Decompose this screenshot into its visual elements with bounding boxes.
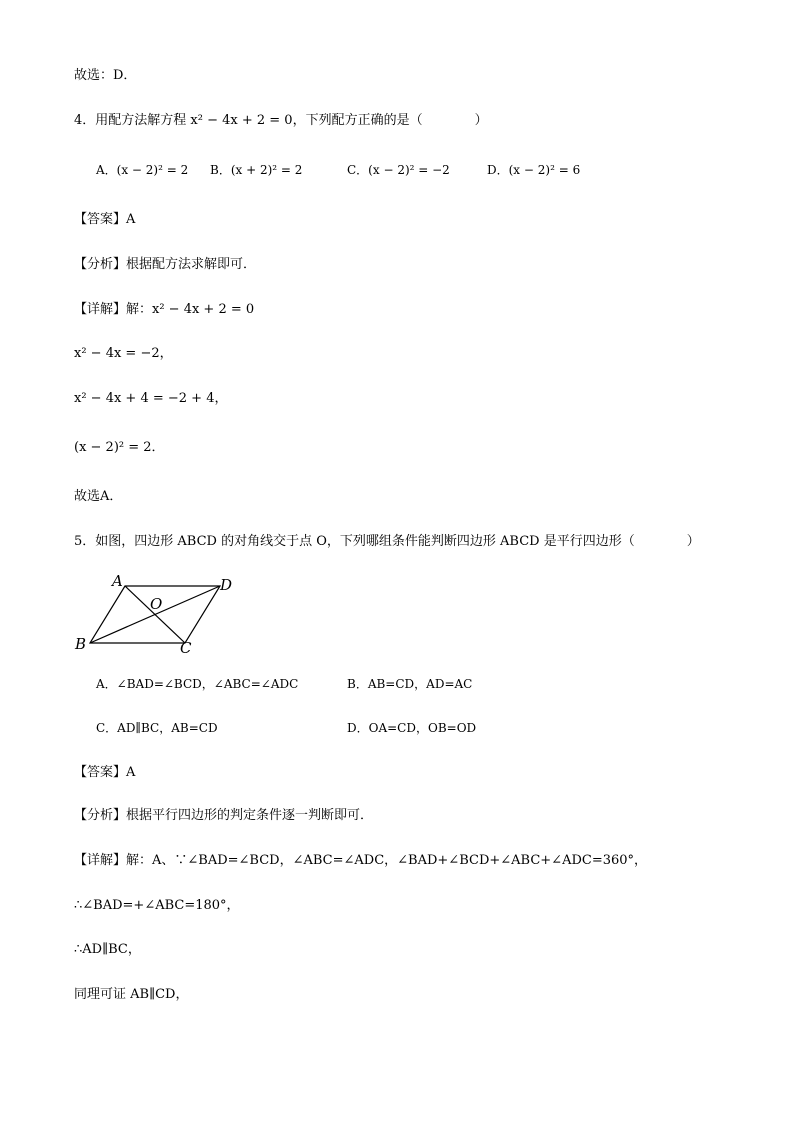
q4-option-b[interactable]: B．(x + 2)² = 2 [210, 163, 303, 177]
center-label-o: O [150, 595, 163, 613]
q5-option-b[interactable]: B．AB=CD，AD=AC [347, 677, 473, 691]
q5-option-c[interactable]: C．AD∥BC，AB=CD [96, 721, 218, 735]
q4-answer: 【答案】A [74, 212, 136, 227]
q4-step-3: (x − 2)² = 2． [74, 440, 165, 455]
vertex-label-b: B [75, 635, 87, 653]
q5-answer: 【答案】A [74, 765, 136, 780]
vertex-label-a: A [112, 572, 123, 590]
q4-conclusion: 故选A． [74, 489, 123, 504]
q4-step-2: x² − 4x + 4 = −2 + 4， [74, 391, 228, 406]
previous-answer-line: 故选：D． [74, 68, 137, 83]
q5-step-2: ∴AD∥BC， [74, 942, 141, 957]
q4-step-1: x² − 4x = −2， [74, 346, 173, 361]
vertex-label-c: C [180, 639, 192, 657]
q5-step-1: ∴∠BAD=+∠ABC=180°， [74, 898, 240, 913]
q5-option-d[interactable]: D．OA=CD，OB=OD [347, 721, 477, 735]
q4-option-a[interactable]: A．(x − 2)² = 2 [96, 163, 189, 177]
q4-option-c[interactable]: C．(x − 2)² = −2 [347, 163, 450, 177]
q4-detail-intro: 【详解】解：x² − 4x + 2 = 0 [74, 302, 255, 317]
q4-stem: 4．用配方法解方程 x² − 4x + 2 = 0，下列配方正确的是（ ） [74, 113, 488, 128]
q4-analysis: 【分析】根据配方法求解即可． [74, 257, 257, 272]
q5-step-3: 同理可证 AB∥CD， [74, 987, 189, 1002]
parallelogram-figure [70, 570, 250, 660]
q5-stem: 5．如图，四边形 ABCD 的对角线交于点 O，下列哪组条件能判断四边形 ABCD 是平行四边形（ ） [74, 534, 700, 549]
q5-detail: 【详解】解：A、∵∠BAD=∠BCD，∠ABC=∠ADC，∠BAD+∠BCD+∠ABC+∠ADC=360°， [74, 853, 648, 868]
q4-option-d[interactable]: D．(x − 2)² = 6 [487, 163, 581, 177]
q5-option-a[interactable]: A．∠BAD=∠BCD，∠ABC=∠ADC [96, 677, 299, 691]
q5-analysis: 【分析】根据平行四边形的判定条件逐一判断即可． [74, 808, 374, 823]
vertex-label-d: D [220, 576, 233, 594]
